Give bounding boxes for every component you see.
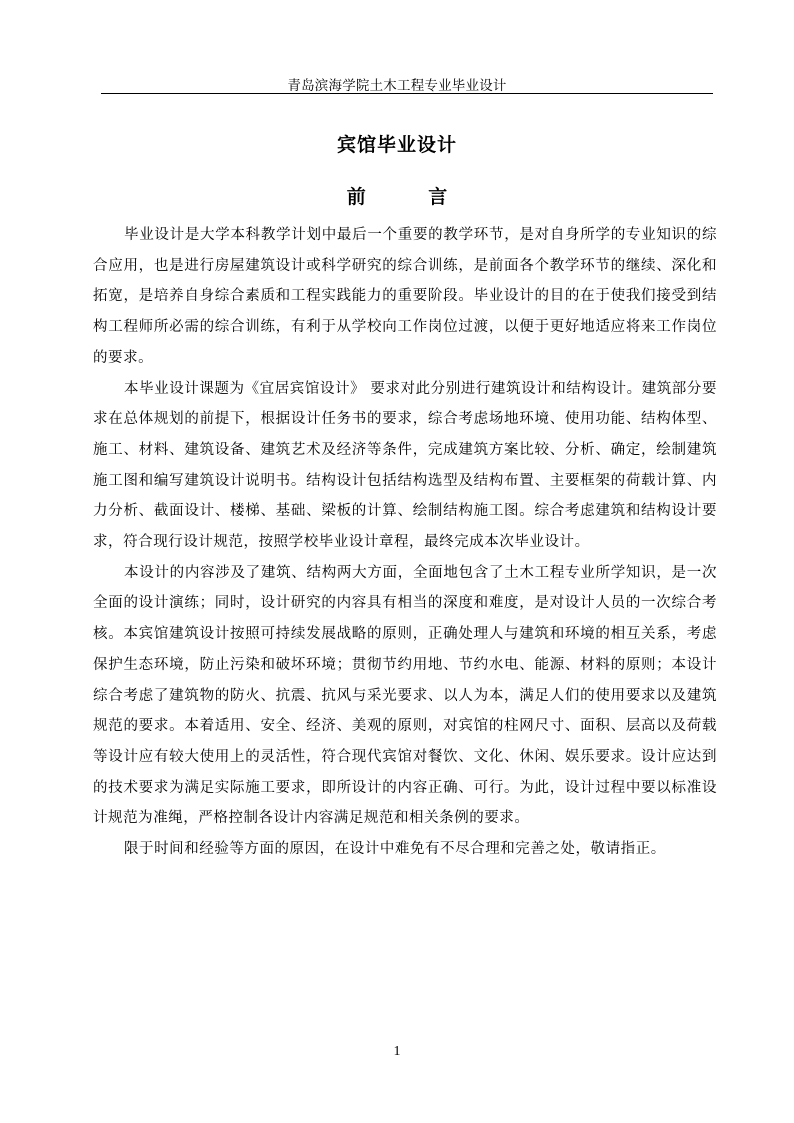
running-header: 青岛滨海学院土木工程专业毕业设计 [287,78,507,94]
paragraph: 毕业设计是大学本科教学计划中最后一个重要的教学环节，是对自身所学的专业知识的综合应用，也是进行房屋建筑设计或科学研究的综合训练，是前面各个教学环节的继续、深化和拓宽，是培养自身综合素质和工程实践能力的重要阶段。毕业设计的目的在于使我们接受到结构工程师所必需的综合训练，有利于从学校向工作岗位过渡，以便于更好地适应将来工作岗位的要求。 [93,227,717,366]
document-body [93,220,717,865]
paragraph: 本设计的内容涉及了建筑、结构两大方面，全面地包含了土木工程专业所学知识，是一次全面的设计演练；同时，设计研究的内容具有相当的深度和难度，是对设计人员的一次综合考核。本宾馆建筑设计按照可持续发展战略的原则，正确处理人与建筑和环境的相互关系，考虑保护生态环境，防止污染和破坏环境；贯彻节约用地、节约水电、能源、材料的原则；本设计综合考虑了建筑物的防火、抗震、抗风与采光要求、以人为本，满足人们的使用要求以及建筑规范的要求。本着适用、安全、经济、美观的原则，对宾馆的柱网尺寸、面积、层高以及荷载等设计应有较大使用上的灵活性，符合现代宾馆对餐饮、文化、休闲、娱乐要求。设计应达到的技术要求为满足实际施工要求，即所设计的内容正确、可行。为此，设计过程中要以标准设计规范为准绳，严格控制各设计内容满足规范和相关条例的要求。 [93,564,717,827]
paragraph: 限于时间和经验等方面的原因，在设计中难免有不尽合理和完善之处，敬请指正。 [124,841,666,858]
document-title: 宾馆毕业设计 [336,134,457,156]
paragraph: 本毕业设计课题为《宜居宾馆设计》 要求对此分别进行建筑设计和结构设计。建筑部分要求在总体规划的前提下，根据设计任务书的要求，综合考虑场地环境、使用功能、结构体型、施工、材料、建筑设备、建筑艺术及经济等条件，完成建筑方案比较、分析、确定，绘制建筑施工图和编写建筑设计说明书。结构设计包括结构选型及结构布置、主要框架的荷载计算、内力分析、截面设计、楼梯、基础、梁板的计算、绘制结构施工图。综合考虑建筑和结构设计要求，符合现行设计规范，按照学校毕业设计章程，最终完成本次毕业设计。 [93,380,717,551]
page-number: 1 [393,1044,401,1059]
header-divider [101,93,713,94]
section-title-preface: 前 言 [346,186,476,208]
